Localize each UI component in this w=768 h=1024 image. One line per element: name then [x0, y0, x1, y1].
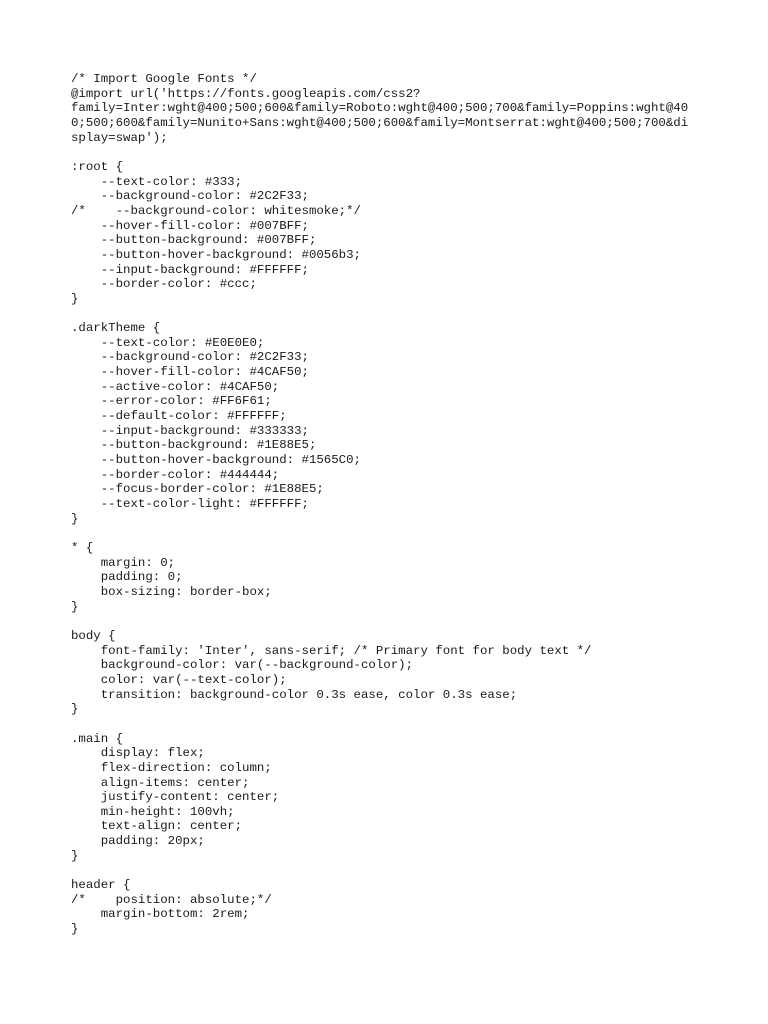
- code-line: padding: 0;: [71, 570, 183, 585]
- code-line: [71, 863, 711, 878]
- code-line: [71, 526, 711, 541]
- code-line: margin: 0;: [71, 555, 176, 570]
- code-line: /* position: absolute;*/: [71, 892, 272, 907]
- code-line: display: flex;: [71, 746, 205, 761]
- code-line: /* Import Google Fonts */: [71, 72, 257, 86]
- css-source-text: [71, 72, 711, 937]
- code-line: [71, 145, 711, 160]
- code-line: family=Inter:wght@400;500;600&family=Roboto:wght@400;500;700&family=Poppins:wght@40: [71, 101, 689, 116]
- code-line: --hover-fill-color: #4CAF50;: [71, 365, 309, 380]
- code-line: min-height: 100vh;: [71, 804, 235, 819]
- code-line: .darkTheme {: [71, 321, 161, 336]
- code-line: }: [71, 511, 79, 526]
- code-line: --background-color: #2C2F33;: [71, 189, 309, 204]
- code-line: [71, 307, 711, 322]
- code-line: --button-background: #1E88E5;: [71, 438, 317, 453]
- code-line: --input-background: #FFFFFF;: [71, 262, 309, 277]
- code-line: :root {: [71, 159, 124, 174]
- code-line: --button-hover-background: #1565C0;: [71, 453, 361, 468]
- code-line: 0;500;600&family=Nunito+Sans:wght@400;500;600&family=Montserrat:wght@400;500;700&di: [71, 115, 689, 130]
- code-line: --focus-border-color: #1E88E5;: [71, 482, 324, 497]
- code-line: color: var(--text-color);: [71, 672, 287, 687]
- code-line: header {: [71, 878, 131, 893]
- code-line: --hover-fill-color: #007BFF;: [71, 218, 309, 233]
- code-line: margin-bottom: 2rem;: [71, 907, 250, 922]
- code-line: --input-background: #333333;: [71, 423, 309, 438]
- code-line: transition: background-color 0.3s ease, color 0.3s ease;: [71, 687, 518, 702]
- code-line: background-color: var(--background-color);: [71, 658, 414, 673]
- code-line: }: [71, 599, 79, 614]
- code-line: /* --background-color: whitesmoke;*/: [71, 203, 361, 218]
- code-line: --border-color: #ccc;: [71, 277, 257, 292]
- code-line: [71, 717, 711, 732]
- code-line: box-sizing: border-box;: [71, 584, 272, 599]
- code-line: --border-color: #444444;: [71, 467, 280, 482]
- code-line: --text-color: #333;: [71, 174, 243, 189]
- code-line: @import url('https://fonts.googleapis.com/css2?: [71, 86, 421, 101]
- code-line: font-family: 'Inter', sans-serif; /* Primary font for body text */: [71, 643, 592, 658]
- code-line: justify-content: center;: [71, 790, 280, 805]
- code-line: }: [71, 848, 79, 863]
- code-line: padding: 20px;: [71, 834, 205, 849]
- code-line: --text-color-light: #FFFFFF;: [71, 497, 309, 512]
- code-line: [71, 614, 711, 629]
- code-line: --default-color: #FFFFFF;: [71, 409, 287, 424]
- code-line: align-items: center;: [71, 775, 250, 790]
- code-line: body {: [71, 628, 116, 643]
- code-line: --error-color: #FF6F61;: [71, 394, 272, 409]
- code-line: text-align: center;: [71, 819, 243, 834]
- code-line: .main {: [71, 731, 124, 746]
- code-line: --button-hover-background: #0056b3;: [71, 247, 361, 262]
- code-line: --button-background: #007BFF;: [71, 233, 317, 248]
- code-line: }: [71, 291, 79, 306]
- code-line: }: [71, 702, 79, 717]
- code-line: }: [71, 922, 79, 937]
- code-line: splay=swap');: [71, 130, 168, 145]
- code-line: --background-color: #2C2F33;: [71, 350, 309, 365]
- code-line: flex-direction: column;: [71, 760, 272, 775]
- code-line: * {: [71, 541, 94, 555]
- code-line: --active-color: #4CAF50;: [71, 379, 280, 394]
- code-line: --text-color: #E0E0E0;: [71, 335, 265, 350]
